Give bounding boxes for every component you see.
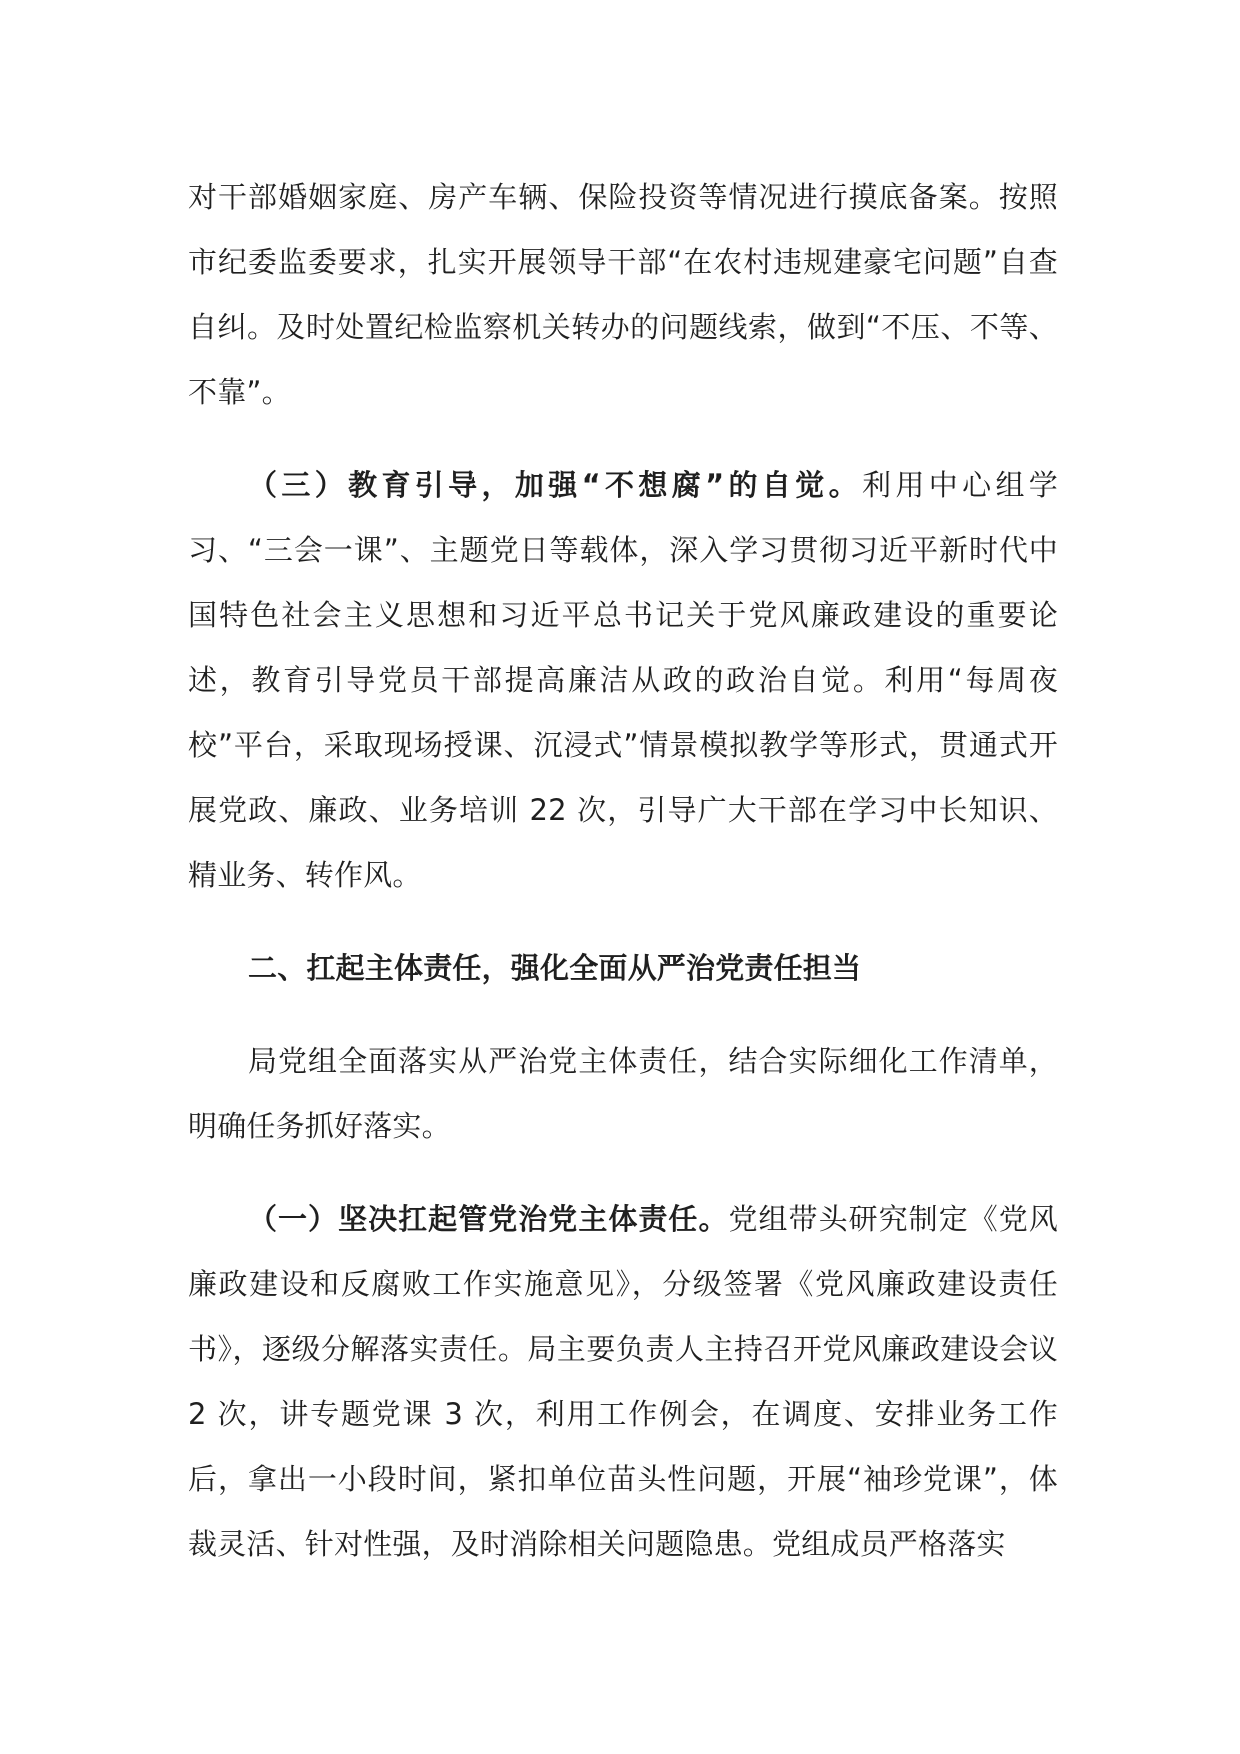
- paragraph-text: 对干部婚姻家庭、房产车辆、保险投资等情况进行摸底备案。按照市纪委监委要求，扎实开展领导干部“在农村违规建豪宅问题”自查自纠。及时处置纪检监察机关转办的问题线索，做到“不压、不等、不靠”。: [188, 180, 1058, 409]
- paragraph-text: 利用中心组学习、“三会一课”、主题党日等载体，深入学习贯彻习近平新时代中国特色社会主义思想和习近平总书记关于党风廉政建设的重要论述，教育引导党员干部提高廉洁从政的政治自觉。利用“每周夜校”平台，采取现场授课、沉浸式”情景模拟教学等形式，贯通式开展党政、廉政、业务培训 22 次，引导广大干部在学习中长知识、精业务、转作风。: [188, 468, 1059, 892]
- section-heading: [188, 936, 1058, 1001]
- paragraph-intro: [188, 1029, 1058, 1159]
- paragraph-lead-heading: （三）教育引导，加强“不想腐”的自觉。: [248, 468, 862, 502]
- paragraph-section-3: [188, 453, 1058, 908]
- section-heading-text: 二、扛起主体责任，强化全面从严治党责任担当: [248, 951, 862, 985]
- paragraph-lead-heading: （一）坚决扛起管党治党主体责任。: [248, 1202, 729, 1236]
- paragraph-section-1: [188, 1187, 1058, 1577]
- paragraph-text: 党组带头研究制定《党风廉政建设和反腐败工作实施意见》，分级签署《党风廉政建设责任书》，逐级分解落实责任。局主要负责人主持召开党风廉政建设会议 2 次，讲专题党课 3 次，利用工作例会，在调度、安排业务工作后，拿出一小段时间，紧扣单位苗头性问题，开展“袖珍党课”，体裁灵活、针对性强，及时消除相关问题隐患。党组成员严格落实: [188, 1202, 1059, 1561]
- paragraph-continuation: [188, 165, 1058, 425]
- paragraph-text: 局党组全面落实从严治党主体责任，结合实际细化工作清单，明确任务抓好落实。: [188, 1044, 1058, 1143]
